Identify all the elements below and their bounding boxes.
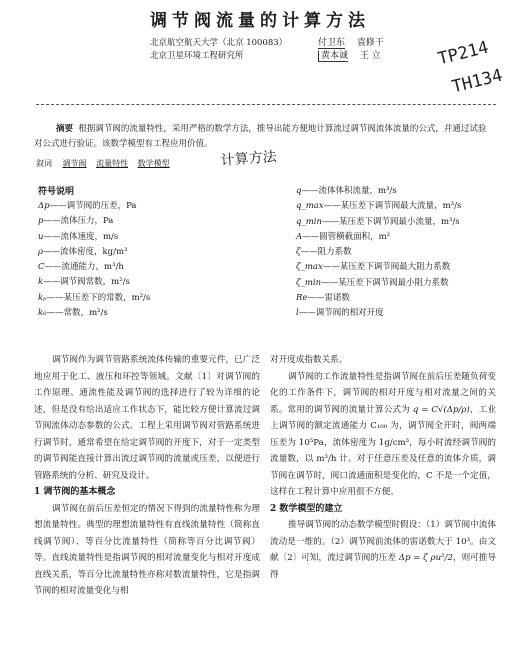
symbol-entry: ζ_min——某压差下调节阀最小阻力系数 — [296, 277, 449, 288]
symbol-entry: k₀——常数，m²/s — [38, 308, 108, 319]
section-heading: 1 调节阀的基本概念 — [34, 487, 116, 497]
symbol-entry: q_max——某压差下调节阀最大流量，m³/s — [296, 201, 462, 212]
authors-block — [318, 37, 384, 63]
paragraph: 调节阀在前后压差恒定的情况下得到的流量特性称为理想流量特性。典型的理想流量特性有直线流量特性（简称直线调节阀）、等百分比流量特性（简称等百分比调节阀）等。直线流量特性是指调节阀的相对流量变化与相对开度成直线关系，等百分比流量特性亦称对数流量特性，它是指调节阀的相对流量变化与相 — [34, 503, 260, 596]
section-heading: 2 数学模型的建立 — [270, 503, 343, 514]
paragraph: 调节阀的工作流量特性是指调节阀在前后压差随负荷变化的工作条件下，调节阀的相对开度与相对流量之间的关系。常用的调节阀的流量计算公式为 q = C√(Δp/ρ)，工业上调节阀的额定流通能力 C₁₀₀ 为，调节阀全开时，阀两端压差为 10⁵Pa，流体密度为 1g/cm³，每小时流经调节阀的流量数，以 m³/h 计。对于任意压差及任意的流体介质，调节阀在调节时，阀口流通面积是变化的，C 不是一个定值，这样在工程计算中应用很不方便。 — [270, 371, 496, 497]
symbol-entry: Δp——调节阀的压差，Pa — [38, 201, 137, 211]
symbol-entry: ζ——阻力系数 — [296, 247, 352, 258]
affiliation-1: 北京航空航天大学（北京 100083） — [150, 38, 288, 48]
keyword: 调节阀 — [62, 159, 87, 168]
symbol-entry: u——流体速度，m/s — [38, 231, 119, 242]
formula: q = C√(Δp/ρ) — [412, 404, 470, 415]
symbol-entry: k——调节阀常数，m²/s — [38, 277, 130, 288]
affiliation-2: 北京卫星环境工程研究所 — [150, 51, 244, 61]
symbol-entry: C——流通能力，m³/h — [38, 262, 124, 273]
symbol-entry: l——调节阀的相对开度 — [296, 308, 384, 319]
keywords — [36, 158, 177, 169]
symbol-entry: A——圆管横截面积，m² — [296, 231, 391, 242]
paragraph: 调节阀作为调节管路系统流体传输的重要元件，已广泛地应用于化工、液压和环控等领域。文献〔1〕对调节阀的工作原理、通流性能及调节阀的选择进行了较为详细的论述，但是没有给出适应工作状态下，能比较方便计算流过调节阀流体动态参数的公式。工程上采用调节阀对管路系统进行调节时，通常希望在给定调节阀的开度下，对于一定类型的调节阀能直接计算出流过调节阀的流量或压差，以便进行管路系统的分析、研究及设计。 — [34, 355, 260, 481]
author-name: 王 立 — [359, 51, 381, 61]
divider — [36, 104, 496, 105]
author-name: 黄本诚 — [318, 51, 348, 62]
symbol-entry: ζ_max——某压差下调节阀最大阻力系数 — [296, 262, 451, 273]
body-right-column — [270, 352, 496, 648]
symbol-entry: Re——雷诺数 — [296, 293, 350, 304]
page-title: 调节阀流量的计算方法 — [150, 11, 370, 31]
keyword: 流量特性 — [96, 159, 129, 168]
symbol-entry: ρ——流体密度，kg/m³ — [38, 246, 128, 257]
symbol-entry: q——流体体积流量，m³/s — [296, 186, 397, 196]
handwritten-note: 计算方法 — [220, 149, 278, 169]
symbol-entry: kₚ——某压差下的常数，m²/s — [38, 292, 151, 303]
keyword: 数学模型 — [137, 159, 170, 168]
handwritten-class-code-1: TP214 — [436, 37, 491, 70]
symbol-entry: p——流体压力，Pa — [38, 216, 114, 227]
handwritten-class-code-2: TH134 — [450, 65, 505, 98]
author-name: 袁修干 — [356, 38, 384, 48]
paragraph: 推导调节阀的动态数学模型时假设：（1）调节阀中流体流动是一维的。（2）调节阀前流体的雷诺数大于 10³。由文献〔2〕可知，流过调节阀的压差 Δp = ζ ρu²/2，则可推导得 — [270, 520, 496, 580]
keywords-label: 叙词 — [36, 159, 52, 168]
paragraph: 对开度成指数关系。 — [270, 355, 348, 365]
symbols-left — [38, 199, 258, 321]
formula: Δp = ζ ρu²/2 — [398, 553, 453, 563]
symbol-entry: q_min——某压差下调节阀最小流量，m³/s — [296, 216, 460, 227]
affiliation-block — [150, 37, 287, 63]
abstract-label: 摘要 — [56, 124, 74, 134]
symbols-right — [296, 184, 511, 322]
symbols-title: 符号说明 — [38, 187, 75, 197]
body-left-column — [34, 352, 260, 648]
abstract-text: 根据调节阀的流量特性，采用严格的数学方法，推导出能方便地计算流过调节阀流体流量的公式，并通过试验对公式进行验证。该数学模型有工程应用价值。 — [34, 124, 487, 149]
author-name: 付卫东 — [318, 38, 346, 48]
